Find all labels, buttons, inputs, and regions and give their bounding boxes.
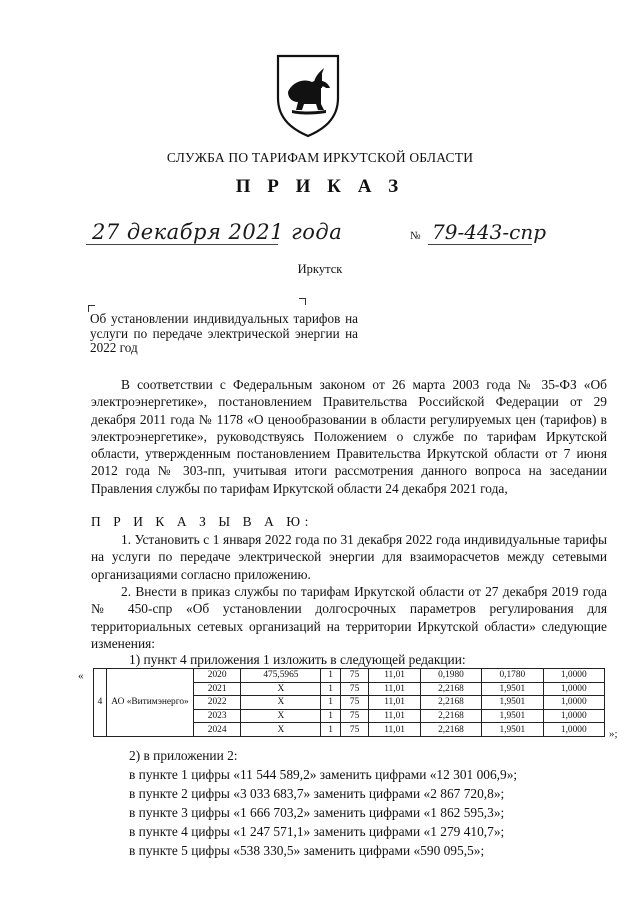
table-open-quote: « <box>78 670 84 682</box>
subject-corner-right <box>299 298 306 305</box>
value-cell: 11,01 <box>369 682 420 696</box>
list-item: в пункте 4 цифры «1 247 571,1» заменить цифрами «1 279 410,7»; <box>129 824 505 839</box>
value-cell: 475,5965 <box>241 669 321 683</box>
list-item: в пункте 3 цифры «1 666 703,2» заменить цифрами «1 862 595,3»; <box>129 805 505 820</box>
year-cell: 2024 <box>194 723 241 737</box>
value-cell: 11,01 <box>369 709 420 723</box>
value-cell: 11,01 <box>369 696 420 710</box>
value-cell: 1,0000 <box>543 682 604 696</box>
value-cell: 75 <box>340 682 369 696</box>
value-cell: 1,9501 <box>482 709 543 723</box>
document-date: 27 декабря 2021 года <box>92 220 343 244</box>
city: Иркутск <box>297 262 343 276</box>
year-cell: 2023 <box>194 709 241 723</box>
document-type: П Р И К А З <box>235 176 405 197</box>
value-cell: 11,01 <box>369 669 420 683</box>
date-underline <box>86 244 278 245</box>
organization-cell: АО «Витимэнерго» <box>107 669 194 737</box>
year-cell: 2021 <box>194 682 241 696</box>
number-underline <box>428 244 532 245</box>
list-item: в пункте 2 цифры «3 033 683,7» заменить цифрами «2 867 720,8»; <box>129 786 505 801</box>
value-cell: 1 <box>321 669 340 683</box>
value-cell: 75 <box>340 709 369 723</box>
value-cell: 1 <box>321 696 340 710</box>
value-cell: 2,2168 <box>420 709 481 723</box>
value-cell: 0,1780 <box>482 669 543 683</box>
prikazyvayu-heading: П Р И К А З Ы В А Ю: <box>91 514 313 529</box>
value-cell: X <box>241 709 321 723</box>
number-label: № <box>410 230 421 242</box>
value-cell: 1 <box>321 709 340 723</box>
value-cell: 75 <box>340 723 369 737</box>
organization-name: СЛУЖБА ПО ТАРИФАМ ИРКУТСКОЙ ОБЛАСТИ <box>166 150 474 165</box>
value-cell: 1,0000 <box>543 669 604 683</box>
preamble-paragraph: В соответствии с Федеральным законом от 26 марта 2003 года № 35-ФЗ «Об электроэнергетике», постановлением Правительства Российской Федерации от 29 декабря 2011 года № 1178 «О ценообразовании в области регулируемых цен (тарифов) в электроэнергетике», руководствуясь Положением о службе по тарифам Иркутской области, утвержденным постановлением Правительства Иркутской области от 7 июня 2012 года № 303-пп, учитывая итоги рассмотрения данного вопроса на заседании Правления службы по тарифам Иркутской области 24 декабря 2021 года, <box>91 377 607 496</box>
table-close-quote: »; <box>609 728 618 740</box>
item-2-paragraph: 2. Внести в приказ службы по тарифам Иркутской области от 27 декабря 2019 года № 450-спр «Об установлении долгосрочных параметров регулирования для территориальных сетевых организаций на территории Иркутской области» следующие изменения: <box>91 584 607 651</box>
value-cell: 1,0000 <box>543 709 604 723</box>
item-2-1-line: 1) пункт 4 приложения 1 изложить в следующей редакции: <box>129 652 466 667</box>
value-cell: 2,2168 <box>420 682 481 696</box>
value-cell: 1 <box>321 682 340 696</box>
value-cell: 1,9501 <box>482 682 543 696</box>
list-item: в пункте 1 цифры «11 544 589,2» заменить цифрами «12 301 006,9»; <box>129 767 518 782</box>
item-1-paragraph: 1. Установить с 1 января 2022 года по 31 декабря 2022 года индивидуальные тарифы на услуги по передаче электрической энергии для взаиморасчетов между сетевыми организациями согласно приложению. <box>91 532 607 582</box>
value-cell: 75 <box>340 696 369 710</box>
row-number-cell: 4 <box>94 669 107 737</box>
value-cell: 1 <box>321 723 340 737</box>
value-cell: 2,2168 <box>420 723 481 737</box>
value-cell: 1,9501 <box>482 696 543 710</box>
value-cell: 1,0000 <box>543 723 604 737</box>
value-cell: X <box>241 723 321 737</box>
tariff-table <box>93 668 605 737</box>
value-cell: 2,2168 <box>420 696 481 710</box>
value-cell: 11,01 <box>369 723 420 737</box>
value-cell: 75 <box>340 669 369 683</box>
coat-of-arms-icon <box>274 52 342 138</box>
value-cell: 0,1980 <box>420 669 481 683</box>
item-2-2-line: 2) в приложении 2: <box>129 748 238 763</box>
table-row <box>94 669 605 683</box>
value-cell: X <box>241 696 321 710</box>
document-number: 79-443-спр <box>432 220 547 244</box>
year-cell: 2022 <box>194 696 241 710</box>
year-cell: 2020 <box>194 669 241 683</box>
value-cell: 1,0000 <box>543 696 604 710</box>
list-item: в пункте 5 цифры «538 330,5» заменить цифрами «590 095,5»; <box>129 843 485 858</box>
value-cell: X <box>241 682 321 696</box>
document-subject: Об установлении индивидуальных тарифов на услуги по передаче электрической энергии на 2022 год <box>90 311 358 355</box>
value-cell: 1,9501 <box>482 723 543 737</box>
